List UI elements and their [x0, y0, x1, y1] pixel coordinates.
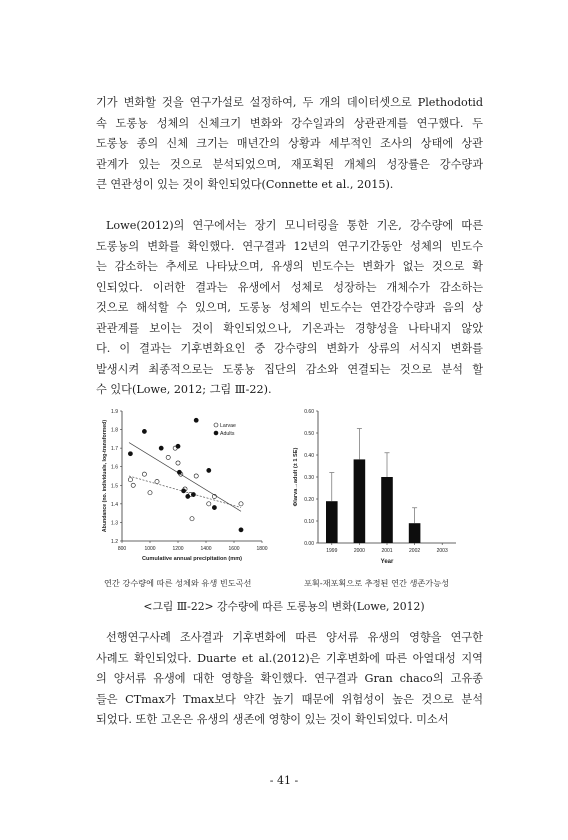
legend-larvae-marker — [214, 423, 218, 427]
text-line: 의 양서류 유생에 대한 영향을 확인했다. 연구결과 Gran chaco의 고유종 — [96, 672, 483, 685]
text-line: 도롱뇽 종의 신체 크기는 매년간의 상황과 세부적인 조사의 상태에 상관 — [96, 137, 483, 150]
text-line: 발생시켜 최종적으로는 도롱뇽 집단의 감소와 연결되는 것으로 분석 할 — [96, 362, 483, 376]
text-line: 큰 연관성이 있는 것이 확인되었다(Connette et al., 2015). — [96, 178, 394, 191]
larvae-point — [148, 491, 152, 495]
larvae-point — [207, 502, 211, 506]
adult-point — [194, 418, 198, 422]
y-tick-label: 1.4 — [111, 501, 118, 508]
adult-point — [177, 470, 181, 474]
figure-caption: <그림 Ⅲ-22> 강수량에 따른 도롱뇽의 변화(Lowe, 2012) — [143, 600, 425, 613]
y-tick-label: 0.30 — [304, 475, 314, 481]
y-tick-label: 0.10 — [304, 519, 314, 525]
text-line: 들은 CTmax가 Tmax보다 약간 높기 때문에 위험성이 높은 것으로 분석 — [96, 692, 483, 706]
bar — [409, 523, 421, 543]
paragraph-1 — [96, 93, 483, 196]
adult-point — [159, 446, 163, 450]
x-tick-label: 2002 — [409, 548, 421, 554]
bar — [354, 459, 366, 543]
page-number: - 41 - — [269, 774, 299, 787]
y-tick-label: 1.5 — [111, 483, 118, 490]
paragraph-3 — [96, 628, 483, 731]
bar-chart — [288, 405, 468, 575]
y-tick-label: 1.3 — [111, 520, 118, 527]
text-line: 인되었다. 이러한 결과는 유생에서 성체로 성장하는 개체수가 감소하는 — [96, 280, 483, 294]
x-tick-label: 1400 — [200, 546, 212, 552]
x-tick-label: 2003 — [436, 548, 448, 554]
legend-larvae-label: Larvae — [220, 423, 236, 429]
text-line: 속 도롱뇽 성체의 신체크기 변화와 강수일과의 상관관계를 연구했다. 두 — [96, 116, 483, 130]
adult-point — [128, 452, 132, 456]
y-tick-label: 0.40 — [304, 453, 314, 459]
larvae-point — [142, 472, 146, 476]
x-tick-label: 1000 — [144, 546, 156, 552]
bar — [326, 501, 338, 543]
y-axis-label: Abundance (no. individuals, log-transformed) — [102, 419, 108, 533]
y-tick-label: 1.6 — [111, 464, 118, 471]
adult-point — [191, 492, 195, 496]
x-axis-label: Cumulative annual precipitation (mm) — [141, 556, 243, 562]
text-line: 관계가 있는 것으로 분석되었으며, 재포획된 개체의 성장률은 강수량과 — [96, 157, 483, 171]
larvae-point — [190, 517, 194, 521]
text-line: 관관계를 보이는 것이 확인되었으나, 기온과는 경향성을 나타내지 않았 — [96, 321, 483, 335]
bar — [381, 477, 393, 543]
x-tick-label: 2000 — [353, 548, 365, 554]
text-line: Lowe(2012)의 연구에서는 장기 모니터링을 통한 기온, 강수량에 따른 — [106, 219, 483, 232]
adult-point — [239, 528, 243, 532]
adult-point — [182, 489, 186, 493]
text-line: 도롱뇽의 변화를 확인했다. 연구결과 12년의 연구기간동안 성체의 빈도수 — [96, 239, 483, 253]
x-tick-label: 1999 — [326, 548, 338, 554]
y-tick-label: 1.9 — [111, 409, 118, 415]
text-line: 는 감소하는 추세로 나타났으며, 유생의 빈도수는 변화가 없는 것으로 확 — [96, 260, 483, 273]
left-figure-caption: 연간 강수량에 따른 성체와 유생 빈도곡선 — [104, 578, 252, 588]
adult-point — [207, 468, 211, 472]
x-tick-label: 2001 — [381, 548, 393, 554]
y-tick-label: 0.60 — [304, 409, 314, 415]
larvae-point — [239, 502, 243, 506]
larvae-point — [176, 461, 180, 465]
y-tick-label: 1.2 — [111, 539, 118, 545]
adult-point — [176, 444, 180, 448]
larvae-point — [194, 474, 198, 478]
legend-adults-marker — [214, 431, 218, 435]
larvae-point — [131, 483, 135, 487]
x-tick-label: 1800 — [256, 546, 268, 552]
adult-point — [186, 494, 190, 498]
y-tick-label: 1.8 — [111, 427, 118, 434]
x-tick-label: 1200 — [172, 546, 184, 552]
x-axis-label: Year — [380, 559, 394, 565]
text-line: 선행연구사례 조사결과 기후변화에 따른 양서류 유생의 영향을 연구한 — [106, 631, 483, 644]
text-line: 기가 변화할 것을 연구가설로 설정하여, 두 개의 데이터셋으로 Plethodotid — [96, 96, 483, 109]
paragraph-2 — [96, 216, 483, 401]
adult-point — [142, 429, 146, 433]
text-line: 수 있다(Lowe, 2012; 그림 Ⅲ-22). — [96, 383, 272, 396]
x-tick-label: 800 — [117, 546, 127, 552]
text-line: 다. 이 결과는 기후변화요인 중 강수량의 변화가 상류의 서식지 변화를 — [96, 342, 483, 355]
x-tick-label: 1600 — [228, 546, 240, 552]
y-tick-label: 0.20 — [304, 497, 314, 503]
y-axis-label: Φlarva→adult (± 1 SE) — [293, 447, 299, 507]
y-tick-label: 0.00 — [304, 541, 314, 547]
adults-trend-line — [129, 443, 241, 512]
scatter-chart — [98, 405, 274, 575]
text-line: 사례도 확인되었다. Duarte et al.(2012)은 기후변화에 따른 아열대성 지역 — [96, 651, 483, 665]
larvae-point — [155, 479, 159, 483]
y-tick-label: 0.50 — [304, 431, 314, 437]
y-tick-label: 1.7 — [111, 446, 118, 453]
right-figure-caption: 포획-재포획으로 추정된 연간 생존가능성 — [304, 578, 450, 588]
larvae-point — [166, 455, 170, 459]
text-line: 것으로 해석할 수 있으며, 도롱뇽 성체의 빈도수는 연간강수량과 음의 상 — [96, 301, 483, 314]
text-line: 되었다. 또한 고온은 유생의 생존에 영향이 있는 것이 확인되었다. 미소서 — [96, 713, 449, 726]
legend-adults-label: Adults — [220, 431, 235, 437]
larvae-point — [128, 478, 132, 482]
adult-point — [212, 505, 216, 509]
